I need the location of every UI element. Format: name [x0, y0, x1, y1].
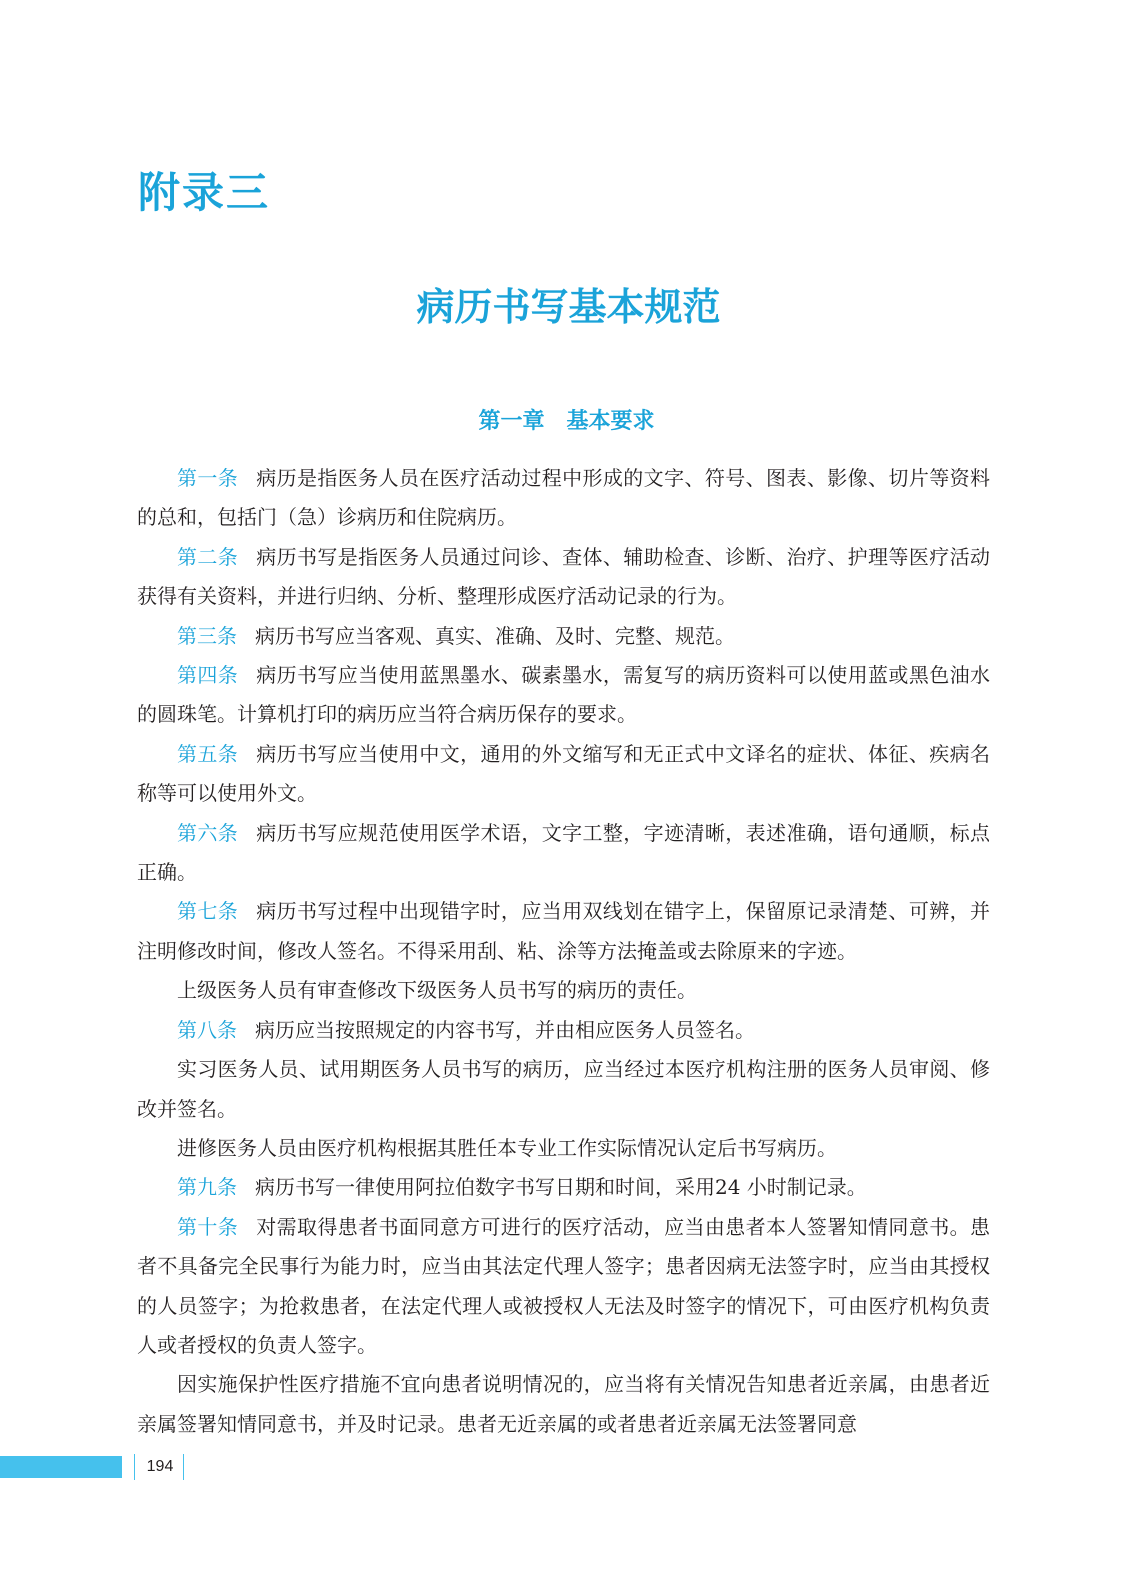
article-label: 第九条 — [177, 1175, 237, 1200]
article-label: 第二条 — [177, 544, 239, 569]
paragraph-text: 病历书写应当客观、真实、准确、及时、完整、规范。 — [255, 623, 735, 648]
appendix-label: 附录三 — [138, 168, 271, 217]
document-title: 病历书写基本规范 — [416, 284, 721, 329]
paragraph-text: 病历书写是指医务人员通过问诊、查体、辅助检查、诊断、治疗、护理等医疗活动获得有关资料，并进行归纳、分析、整理形成医疗活动记录的行为。 — [137, 544, 991, 609]
page-number: 194 — [146, 1458, 174, 1475]
paragraph — [137, 1208, 990, 1366]
footer-divider — [134, 1454, 135, 1480]
paragraph-text: 病历书写一律使用阿拉伯数字书写日期和时间，采用24 小时制记录。 — [255, 1175, 867, 1200]
article-label: 第六条 — [177, 820, 239, 845]
paragraph — [137, 892, 990, 971]
paragraph-text: 上级医务人员有审查修改下级医务人员书写的病历的责任。 — [177, 978, 697, 1003]
paragraph-text: 病历书写应当使用蓝黑墨水、碳素墨水，需复写的病历资料可以使用蓝或黑色油水的圆珠笔。计算机打印的病历应当符合病历保存的要求。 — [137, 663, 991, 727]
paragraph-text: 对需取得患者书面同意方可进行的医疗活动，应当由患者本人签署知情同意书。患者不具备完全民事行为能力时，应当由其法定代理人签字；患者因病无法签字时，应当由其授权的人员签字；为抢救患者，在法定代理人或被授权人无法及时签字的情况下，可由医疗机构负责人或者授权的负责人签字。 — [137, 1214, 991, 1357]
article-label: 第七条 — [177, 899, 239, 924]
paragraph — [137, 1129, 990, 1168]
paragraph — [137, 538, 990, 617]
body-text — [137, 459, 990, 1444]
article-label: 第八条 — [177, 1017, 237, 1042]
paragraph — [137, 459, 990, 538]
footer-divider — [183, 1454, 184, 1480]
paragraph-text: 病历应当按照规定的内容书写，并由相应医务人员签名。 — [255, 1017, 755, 1042]
paragraph-text: 病历书写过程中出现错字时，应当用双线划在错字上，保留原记录清楚、可辨，并注明修改时间，修改人签名。不得采用刮、粘、涂等方法掩盖或去除原来的字迹。 — [137, 899, 991, 963]
paragraph — [137, 1168, 990, 1207]
paragraph — [137, 656, 990, 735]
paragraph — [137, 971, 990, 1010]
paragraph — [137, 1011, 990, 1050]
paragraph — [137, 735, 990, 814]
article-label: 第十条 — [177, 1214, 239, 1239]
paragraph-text: 病历书写应当使用中文，通用的外文缩写和无正式中文译名的症状、体征、疾病名称等可以使用外文。 — [137, 741, 991, 806]
paragraph-text: 病历是指医务人员在医疗活动过程中形成的文字、符号、图表、影像、切片等资料的总和，包括门（急）诊病历和住院病历。 — [137, 466, 991, 530]
article-label: 第五条 — [177, 741, 239, 766]
paragraph — [137, 814, 990, 893]
paragraph-text: 进修医务人员由医疗机构根据其胜任本专业工作实际情况认定后书写病历。 — [177, 1135, 837, 1160]
article-label: 第三条 — [177, 623, 237, 648]
paragraph-text: 实习医务人员、试用期医务人员书写的病历，应当经过本医疗机构注册的医务人员审阅、修改并签名。 — [137, 1057, 990, 1121]
paragraph — [137, 1050, 990, 1129]
paragraph-text: 病历书写应规范使用医学术语，文字工整，字迹清晰，表述准确，语句通顺，标点正确。 — [137, 820, 991, 885]
paragraph — [137, 1365, 990, 1444]
chapter-title: 第一章 基本要求 — [478, 409, 655, 434]
article-label: 第四条 — [177, 663, 239, 688]
paragraph — [137, 617, 990, 656]
footer-accent-bar — [0, 1456, 122, 1478]
article-label: 第一条 — [177, 466, 239, 490]
paragraph-text: 因实施保护性医疗措施不宜向患者说明情况的，应当将有关情况告知患者近亲属，由患者近亲属签署知情同意书，并及时记录。患者无近亲属的或者患者近亲属无法签署同意 — [137, 1372, 990, 1436]
